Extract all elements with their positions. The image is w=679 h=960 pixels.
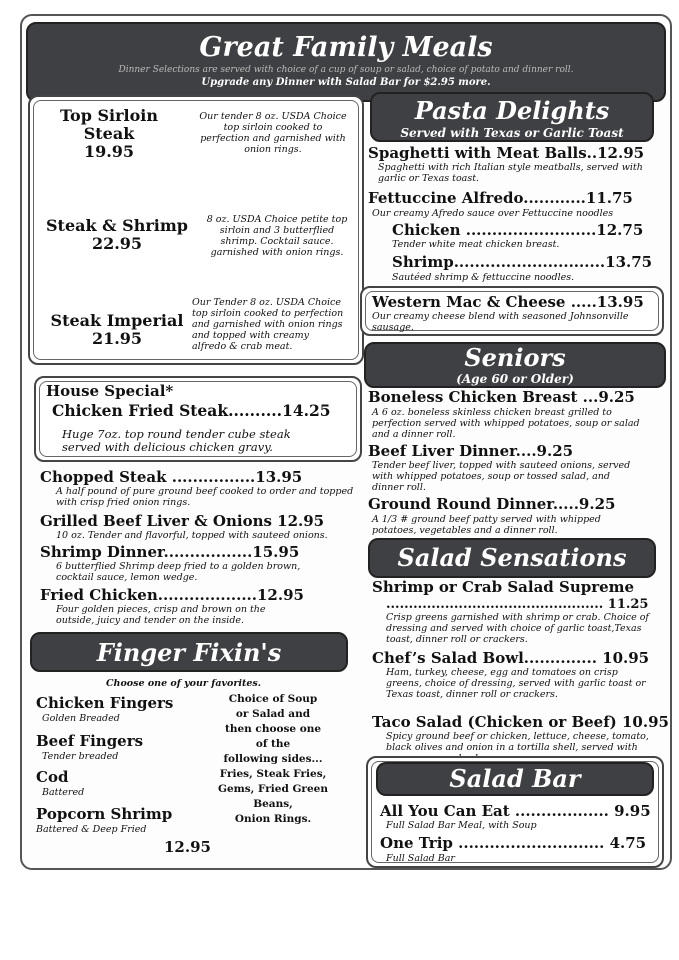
side-line: Onion Rings.: [234, 813, 312, 825]
side-line: Beans,: [253, 798, 293, 810]
salads-banner: [368, 538, 656, 578]
seniors-title: Seniors: [464, 343, 566, 372]
steak-box: [28, 95, 364, 365]
salad-bar-box: [366, 756, 664, 868]
salad-bar-banner: [376, 762, 654, 796]
senior-desc: Tender beef liver, topped with sauteed onions, served with whipped potatoes, soup or tossed salad, and dinner roll.: [372, 460, 631, 493]
dinner-name: Chopped Steak ................13.95: [40, 468, 303, 486]
finger-choose: Choose one of your favorites.: [106, 678, 262, 689]
salad-bar-desc: Full Salad Bar Meal, with Soup: [386, 820, 537, 831]
salad-price-line: ................................................ 11.25: [386, 597, 649, 612]
steak-name: Steak & Shrimp: [46, 216, 188, 235]
side-line: following sides...: [223, 753, 323, 765]
senior-name: Ground Round Dinner.....9.25: [368, 495, 616, 513]
salad-name: Shrimp or Crab Salad Supreme: [372, 578, 635, 596]
dinner-desc: Four golden pieces, crisp and brown on the outside, juicy and tender on the inside.: [56, 604, 266, 626]
finger-item-name: Chicken Fingers: [36, 694, 174, 712]
pasta-name: Spaghetti with Meat Balls..12.95: [368, 144, 645, 162]
dinner-desc: 6 butterflied Shrimp deep fried to a golden brown, cocktail sauce, lemon wedge.: [56, 561, 301, 583]
salad-name: Taco Salad (Chicken or Beef) 10.95: [372, 713, 669, 731]
mac-box: [360, 286, 664, 336]
finger-item-name: Beef Fingers: [36, 732, 144, 750]
pasta-name: Shrimp.............................13.75: [392, 253, 653, 271]
side-line: Fries, Steak Fries,: [219, 768, 327, 780]
finger-item-desc: Golden Breaded: [42, 713, 120, 724]
steak-name: Top Sirloin: [59, 106, 159, 125]
steak-desc: Our Tender 8 oz. USDA Choice top sirloin cooked to perfection and garnished with onion rings and topped with creamy alfredo & crab meat.: [192, 297, 344, 352]
pasta-desc: Spaghetti with rich Italian style meatballs, served with garlic or Texas toast.: [378, 162, 643, 184]
house-special-name: Chicken Fried Steak..........14.25: [52, 401, 331, 420]
salad-desc: Crisp greens garnished with shrimp or crab. Choice of dressing and served with choice of garlic toast,Texas toast, dinner roll or crackers.: [386, 612, 649, 645]
finger-title: Finger Fixin's: [96, 638, 282, 667]
dinner-name: Fried Chicken...................12.95: [40, 586, 304, 604]
salad-desc: Ham, turkey, cheese, egg and tomatoes on crisp greens, choice of dressing, served with garlic toast or Texas toast, dinner roll or crackers.: [386, 667, 646, 700]
finger-item-desc: Tender breaded: [42, 751, 119, 762]
steak-desc: Our tender 8 oz. USDA Choice top sirloin cooked to perfection and garnished with onion rings.: [199, 111, 347, 155]
pasta-name: Chicken .........................12.75: [392, 221, 644, 239]
senior-name: Boneless Chicken Breast ...9.25: [368, 388, 635, 406]
upgrade-note: Upgrade any Dinner with Salad Bar for $2.95 more.: [201, 77, 491, 88]
side-line: or Salad and: [235, 708, 311, 720]
finger-item-name: Popcorn Shrimp: [36, 805, 173, 823]
house-special-desc: Huge 7oz. top round tender cube steak served with delicious chicken gravy.: [62, 427, 291, 454]
side-line: of the: [255, 738, 291, 750]
mac-name: Western Mac & Cheese .....13.95: [372, 293, 644, 311]
steak-name: Steak: [83, 124, 135, 143]
menu-page: [20, 14, 672, 870]
pasta-title: Pasta Delights: [414, 96, 610, 125]
pasta-desc: Sautéed shrimp & fettuccine noodles.: [392, 272, 575, 283]
seniors-banner: [364, 342, 666, 388]
dinner-desc: 10 oz. Tender and flavorful, topped with sauteed onions.: [56, 530, 328, 541]
side-line: then choose one: [224, 723, 322, 735]
salad-name: Chef’s Salad Bowl.............. 10.95: [372, 649, 650, 667]
steak-price: 19.95: [83, 142, 135, 161]
salad-bar-title: Salad Bar: [449, 764, 581, 793]
pasta-desc: Our creamy Afredo sauce over Fettuccine noodles: [372, 208, 614, 219]
finger-item-desc: Battered: [42, 787, 85, 798]
finger-banner: [30, 632, 348, 672]
dinner-name: Grilled Beef Liver & Onions 12.95: [40, 512, 325, 530]
side-line: Choice of Soup: [228, 693, 318, 705]
dinner-desc: A half pound of pure ground beef cooked to order and topped with crisp fried onion rings.: [56, 486, 354, 508]
finger-item-desc: Battered & Deep Fried: [36, 824, 147, 835]
main-banner: [26, 22, 666, 102]
pasta-banner: [370, 92, 654, 142]
salad-bar-desc: Full Salad Bar: [386, 853, 455, 864]
dinner-name: Shrimp Dinner.................15.95: [40, 543, 300, 561]
steak-name: Steak Imperial: [50, 311, 184, 330]
salads-title: Salad Sensations: [397, 543, 627, 572]
senior-desc: A 6 oz. boneless skinless chicken breast grilled to perfection served with whipped potatoes, soup or salad and a dinner roll.: [372, 407, 640, 440]
steak-price: 21.95: [91, 329, 143, 348]
house-special-label: House Special*: [46, 382, 174, 400]
salad-desc: Spicy ground beef or chicken, lettuce, cheese, tomato, black olives and onion in a tortilla shell, served with: [386, 731, 649, 753]
senior-name: Beef Liver Dinner....9.25: [368, 442, 574, 460]
senior-desc: A 1/3 # ground beef patty served with whipped potatoes, vegetables and a dinner roll.: [372, 514, 601, 536]
pasta-desc: Tender white meat chicken breast.: [392, 239, 560, 250]
finger-price: 12.95: [164, 838, 211, 856]
finger-sides: [218, 692, 328, 827]
pasta-name: Fettuccine Alfredo............11.75: [368, 189, 633, 207]
salad-bar-name: All You Can Eat .................. 9.95: [380, 802, 651, 820]
side-line: Gems, Fried Green: [218, 783, 328, 795]
steak-price: 22.95: [91, 234, 143, 253]
finger-item-name: Cod: [36, 768, 69, 786]
seniors-sub: (Age 60 or Older): [456, 372, 574, 386]
pasta-sub: Served with Texas or Garlic Toast: [400, 126, 624, 140]
salad-bar-name: One Trip ............................ 4.75: [380, 834, 647, 852]
house-special-box: [34, 376, 362, 462]
main-title: Great Family Meals: [199, 32, 493, 63]
main-subtitle: Dinner Selections are served with choice of a cup of soup or salad, choice of potato and dinner roll.: [118, 65, 574, 75]
steak-desc: 8 oz. USDA Choice petite top sirloin and 3 butterflied shrimp. Cocktail sauce. garnished with onion rings.: [206, 214, 348, 258]
mac-desc: Our creamy cheese blend with seasoned Johnsonville sausage.: [372, 311, 629, 333]
